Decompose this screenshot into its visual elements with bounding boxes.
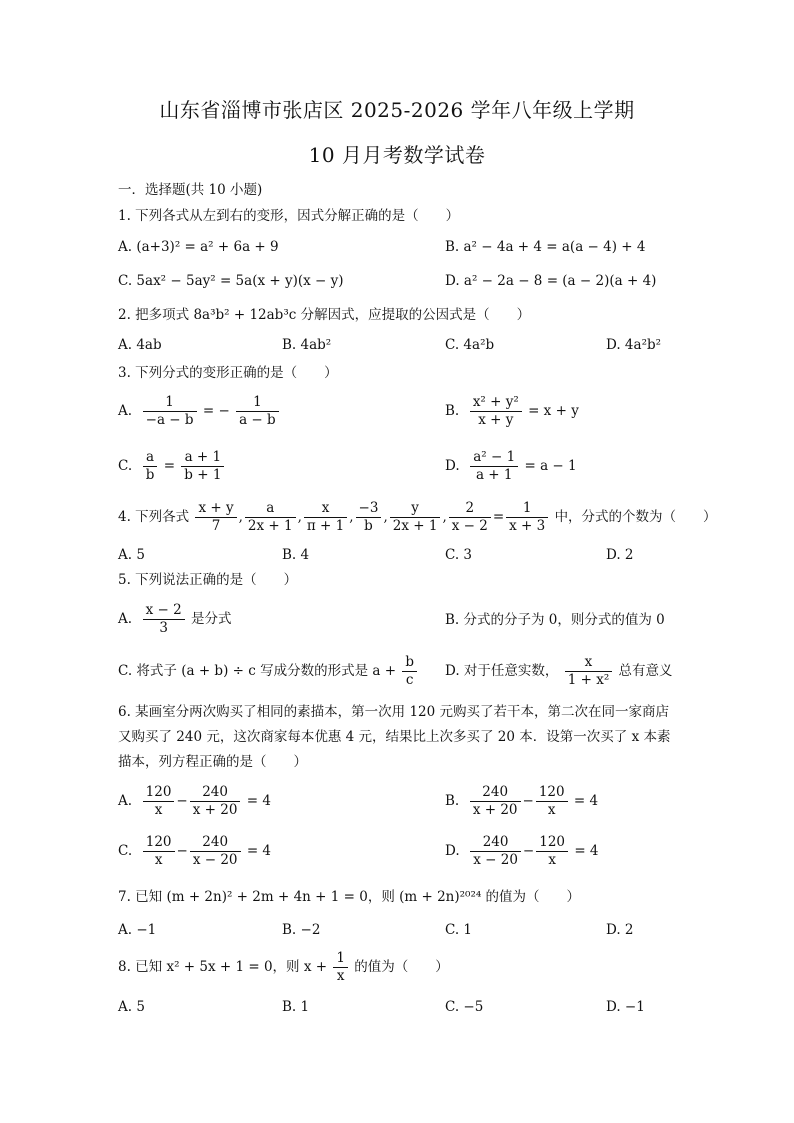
fraction: $\frac{y}{2x + 1}$ — [390, 500, 441, 535]
question-6-option-a: A. $\frac{120}{x}$ − $\frac{240}{x + 20}$ = 4 — [118, 784, 271, 818]
fraction: $\frac{2}{x - 2}$ — [449, 500, 491, 535]
fraction: $\frac{120}{x}$ — [143, 834, 175, 869]
fraction: $\frac{x - 2}{3}$ — [143, 602, 185, 637]
question-7-option-d: D. 2 — [606, 922, 634, 938]
question-4-option-d: D. 2 — [606, 547, 634, 563]
question-7-option-a: A. −1 — [118, 922, 157, 938]
question-1-option-a: A. (a+3)² = a² + 6a + 9 — [118, 239, 279, 255]
fraction: $\frac{\text{a² − 1}}{a + 1}$ — [470, 449, 518, 484]
fraction: $\frac{1}{a - b}$ — [236, 394, 279, 429]
fraction: $\frac{1}{-a - b}$ — [143, 394, 197, 429]
question-2-option-d: D. 4a²b² — [606, 337, 662, 353]
question-8-stem: 8. 已知 x² + 5x + 1 = 0，则 x + $\frac{1}{x}$ 的值为（ ） — [118, 950, 449, 984]
fraction: $\frac{b}{c}$ — [402, 654, 417, 689]
question-4-option-a: A. 5 — [118, 547, 145, 563]
fraction: $\frac{120}{x}$ — [536, 784, 568, 819]
fraction: $\frac{x}{\pi + 1}$ — [304, 500, 347, 535]
fraction: $\frac{240}{x + 20}$ — [190, 784, 241, 819]
question-4-stem: 4. 下列各式 $\frac{x + y}{7}$ , $\frac{a}{2x + 1}$ , $\frac{x}{\pi + 1}$ , $\frac{-3}{b}$ , $\frac{y}{2x + 1}$ , $\frac{2}{x - 2}$ = $\frac{1}{x + 3}$ 中，分式的个数为（ ） — [118, 500, 717, 534]
question-4-option-b: B. 4 — [282, 547, 310, 563]
question-1-stem: 1. 下列各式从左到右的变形，因式分解正确的是（ ） — [118, 208, 460, 224]
question-8-option-a: A. 5 — [118, 999, 145, 1015]
question-8-option-c: C. −5 — [445, 999, 484, 1015]
fraction: $\frac{a}{2x + 1}$ — [245, 500, 296, 535]
fraction: $\frac{1}{x}$ — [333, 950, 348, 985]
question-4-fraction-list: $\frac{x + y}{7}$ , $\frac{a}{2x + 1}$ , $\frac{x}{\pi + 1}$ , $\frac{-3}{b}$ , $\frac{y}{2x + 1}$ , $\frac{2}{x - 2}$ = $\frac{1}{x + 3}$ — [193, 509, 550, 525]
section-heading: 一．选择题(共 10 小题) — [118, 182, 263, 198]
question-3-option-b: B. $\frac{\text{x² + y²}}{x + y}$ = x + y — [445, 394, 579, 428]
question-5-stem: 5. 下列说法正确的是（ ） — [118, 572, 298, 588]
question-2-option-a: A. 4ab — [118, 337, 162, 353]
fraction: $\frac{a + 1}{b + 1}$ — [181, 449, 224, 484]
question-2-option-c: C. 4a²b — [445, 337, 495, 353]
question-6-option-c: C. $\frac{120}{x}$ − $\frac{240}{x - 20}$ = 4 — [118, 834, 272, 868]
question-1-option-b: B. a² − 4a + 4 = a(a − 4) + 4 — [445, 239, 646, 255]
question-3-option-c: C. $\frac{a}{b}$ = $\frac{a + 1}{b + 1}$ — [118, 449, 226, 484]
question-2-stem: 2. 把多项式 8a³b² + 12ab³c 分解因式，应提取的公因式是（ ） — [118, 307, 531, 323]
fraction: $\frac{-3}{b}$ — [356, 500, 382, 535]
page-subtitle: 10 月月考数学试卷 — [308, 143, 486, 167]
page-title: 山东省淄博市张店区 2025-2026 学年八年级上学期 — [159, 98, 635, 122]
question-3-option-a: A. $\frac{1}{-a - b}$ = − $\frac{1}{a - b}$ — [118, 394, 281, 429]
question-7-stem: 7. 已知 (m + 2n)² + 2m + 4n + 1 = 0，则 (m + 2n)²⁰²⁴ 的值为（ ） — [118, 889, 581, 905]
fraction: $\frac{240}{x - 20}$ — [190, 834, 241, 869]
fraction: $\frac{240}{x + 20}$ — [470, 784, 521, 819]
question-8-option-d: D. −1 — [606, 999, 645, 1015]
question-5-option-a: A. $\frac{x - 2}{3}$ 是分式 — [118, 602, 232, 636]
question-7-option-c: C. 1 — [445, 922, 473, 938]
fraction: $\frac{a}{b}$ — [143, 449, 158, 484]
question-5-option-b: B. 分式的分子为 0，则分式的值为 0 — [445, 612, 665, 628]
fraction: $\frac{x + y}{7}$ — [195, 500, 236, 535]
question-4-option-c: C. 3 — [445, 547, 473, 563]
question-2-option-b: B. 4ab² — [282, 337, 332, 353]
fraction: $\frac{x}{\text{1 + x²}}$ — [565, 654, 613, 689]
question-3-stem: 3. 下列分式的变形正确的是（ ） — [118, 365, 338, 381]
fraction: $\frac{120}{x}$ — [143, 784, 175, 819]
fraction: $\frac{120}{x}$ — [536, 834, 568, 869]
question-3-option-d: D. $\frac{\text{a² − 1}}{a + 1}$ = a − 1 — [445, 449, 577, 483]
fraction: $\frac{240}{x - 20}$ — [470, 834, 521, 869]
question-7-option-b: B. −2 — [282, 922, 321, 938]
question-6-stem: 6. 某画室分两次购买了相同的素描本，第一次用 120 元购买了若干本，第二次在同一家商店又购买了 240 元，这次商家每本优惠 4 元，结果比上次多买了 20 本．设第一次买了 x 本素描本，列方程正确的是（ ） — [118, 704, 671, 770]
question-6-option-d: D. $\frac{240}{x - 20}$ − $\frac{120}{x}$ = 4 — [445, 834, 599, 868]
question-5-option-c: C. 将式子 (a + b) ÷ c 写成分数的形式是 a + $\frac{b}{c}$ — [118, 654, 419, 689]
question-5-option-d: D. 对于任意实数， $\frac{x}{\text{1 + x²}}$ 总有意义 — [445, 654, 673, 688]
question-1-option-d: D. a² − 2a − 8 = (a − 2)(a + 4) — [445, 273, 657, 289]
question-1-option-c: C. 5ax² − 5ay² = 5a(x + y)(x − y) — [118, 273, 344, 289]
fraction: $\frac{1}{x + 3}$ — [506, 500, 548, 535]
fraction: $\frac{\text{x² + y²}}{x + y}$ — [470, 394, 522, 429]
question-8-option-b: B. 1 — [282, 999, 310, 1015]
question-6-option-b: B. $\frac{240}{x + 20}$ − $\frac{120}{x}$ = 4 — [445, 784, 599, 818]
